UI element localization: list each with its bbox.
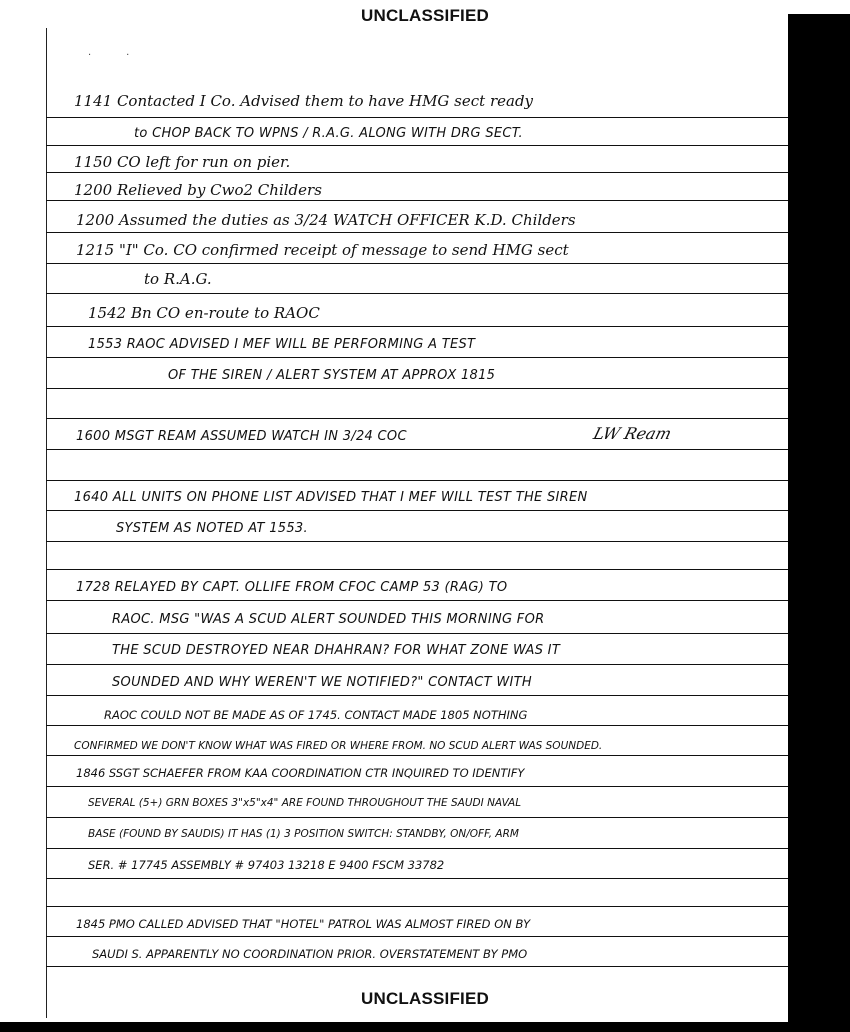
log-line: 1640 ALL UNITS ON PHONE LIST ADVISED THAT I MEF WILL TEST THE SIREN: [74, 490, 588, 505]
log-line: SER. # 17745 ASSEMBLY # 97403 13218 E 9400 FSCM 33782: [88, 858, 445, 872]
top-classification-banner: UNCLASSIFIED: [360, 6, 490, 25]
ruled-line: [46, 145, 788, 146]
watch-officer-signature: LW Ream: [591, 424, 674, 443]
log-line: OF THE SIREN / ALERT SYSTEM AT APPROX 1815: [168, 368, 496, 383]
ruled-line: [46, 633, 788, 634]
ruled-line: [46, 878, 788, 879]
ruled-line: [46, 966, 788, 967]
log-line: to CHOP BACK TO WPNS / R.A.G. ALONG WITH DRG SECT.: [134, 126, 523, 141]
log-line: SYSTEM AS NOTED AT 1553.: [116, 521, 308, 536]
log-line: 1200 Assumed the duties as 3/24 WATCH OFFICER K.D. Childers: [76, 211, 576, 229]
log-line: RAOC COULD NOT BE MADE AS OF 1745. CONTACT MADE 1805 NOTHING: [104, 708, 528, 722]
ruled-line: [46, 541, 788, 542]
ruled-line: [46, 569, 788, 570]
log-line: SEVERAL (5+) GRN BOXES 3"x5"x4" ARE FOUND THROUGHOUT THE SAUDI NAVAL: [88, 797, 522, 809]
ruled-line: [46, 117, 788, 118]
ruled-line: [46, 388, 788, 389]
log-line: THE SCUD DESTROYED NEAR DHAHRAN? FOR WHAT ZONE WAS IT: [112, 643, 561, 658]
ruled-line: [46, 232, 788, 233]
ruled-line: [46, 906, 788, 907]
log-line: 1728 RELAYED BY CAPT. OLLIFE FROM CFOC CAMP 53 (RAG) TO: [76, 580, 508, 595]
ruled-line: [46, 786, 788, 787]
scan-border-bottom: [0, 1022, 850, 1032]
log-line: to R.A.G.: [144, 270, 212, 288]
ruled-line: [46, 936, 788, 937]
ruled-line: [46, 817, 788, 818]
log-line: 1846 SSGT SCHAEFER FROM KAA COORDINATION CTR INQUIRED TO IDENTIFY: [76, 766, 525, 780]
bottom-classification-banner: UNCLASSIFIED: [360, 989, 490, 1008]
ruled-line: [46, 172, 788, 173]
ruled-line: [46, 725, 788, 726]
log-line: 1215 "I" Co. CO confirmed receipt of message to send HMG sect: [76, 241, 569, 259]
log-line: 1141 Contacted I Co. Advised them to have HMG sect ready: [74, 92, 534, 110]
ruled-line: [46, 326, 788, 327]
ruled-line: [46, 293, 788, 294]
log-line: 1150 CO left for run on pier.: [74, 153, 291, 171]
ruled-line: [46, 848, 788, 849]
ruled-line: [46, 200, 788, 201]
ruled-line: [46, 263, 788, 264]
ruled-line: [46, 664, 788, 665]
log-line: 1600 MSGT REAM ASSUMED WATCH IN 3/24 COC: [76, 429, 407, 444]
scan-border-right: [788, 14, 850, 1032]
ruled-line: [46, 600, 788, 601]
ruled-line: [46, 357, 788, 358]
log-line: 1553 RAOC ADVISED I MEF WILL BE PERFORMING A TEST: [88, 337, 476, 352]
ruled-line: [46, 510, 788, 511]
log-line: BASE (FOUND BY SAUDIS) IT HAS (1) 3 POSITION SWITCH: STANDBY, ON/OFF, ARM: [88, 828, 519, 840]
ruled-line: [46, 418, 788, 419]
log-line: SOUNDED AND WHY WEREN'T WE NOTIFIED?" CONTACT WITH: [112, 675, 532, 690]
ruled-line: [46, 449, 788, 450]
ruled-line: [46, 755, 788, 756]
margin-marks: · ·: [88, 50, 130, 61]
ruled-line: [46, 695, 788, 696]
log-line: RAOC. MSG "WAS A SCUD ALERT SOUNDED THIS MORNING FOR: [112, 612, 545, 627]
log-line: 1200 Relieved by Cwo2 Childers: [74, 181, 322, 199]
log-line: CONFIRMED WE DON'T KNOW WHAT WAS FIRED OR WHERE FROM. NO SCUD ALERT WAS SOUNDED.: [74, 740, 603, 752]
ruled-line: [46, 480, 788, 481]
log-line: 1542 Bn CO en-route to RAOC: [88, 304, 320, 322]
log-line: SAUDI S. APPARENTLY NO COORDINATION PRIOR. OVERSTATEMENT BY PMO: [92, 947, 528, 961]
log-line: 1845 PMO CALLED ADVISED THAT "HOTEL" PATROL WAS ALMOST FIRED ON BY: [76, 917, 531, 931]
